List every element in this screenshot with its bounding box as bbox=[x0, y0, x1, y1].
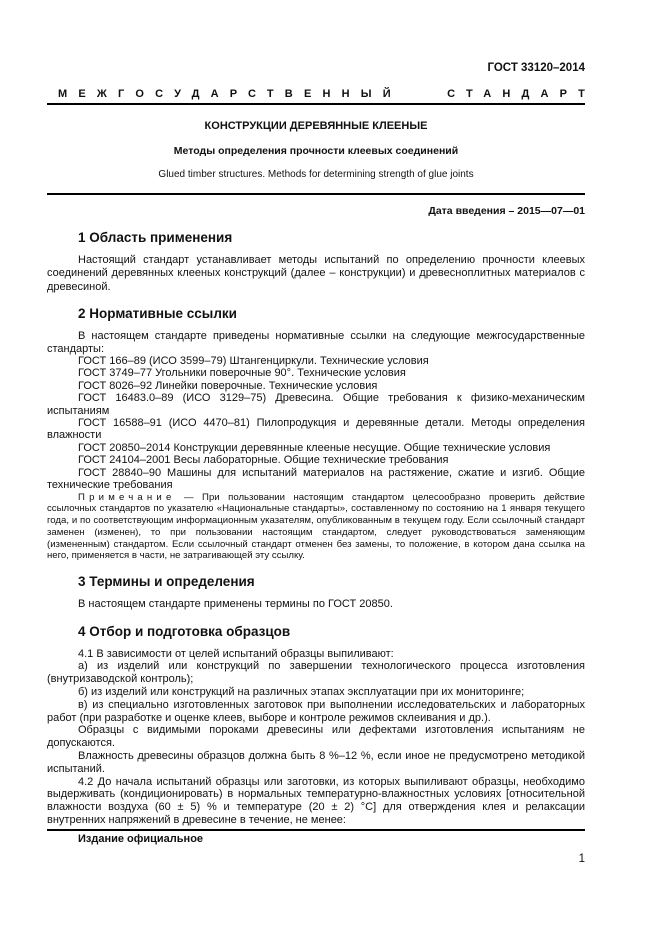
reference-item: ГОСТ 24104–2001 Весы лабораторные. Общие технические требования bbox=[78, 454, 449, 467]
paragraph: В настоящем стандарте применены термины по ГОСТ 20850. bbox=[78, 598, 393, 611]
section-4-heading: 4 Отбор и подготовка образцов bbox=[78, 623, 291, 639]
english-title: Glued timber structures. Methods for determining strength of glue joints bbox=[158, 169, 474, 180]
section-4-body bbox=[47, 648, 585, 827]
reference-item: ГОСТ 8026–92 Линейки поверочные. Технические условия bbox=[78, 379, 378, 392]
list-item: б) из изделий или конструкций на различных этапах эксплуатации при их мониторинге; bbox=[78, 686, 525, 699]
paragraph: Влажность древесины образцов должна быть 8 %–12 %, если иное не предусмотрено методикой испытаний. bbox=[47, 750, 585, 775]
section-2-body bbox=[47, 330, 585, 562]
section-3-body bbox=[47, 598, 585, 611]
document-title: КОНСТРУКЦИИ ДЕРЕВЯННЫЕ КЛЕЕНЫЕ bbox=[204, 120, 428, 132]
banner-word-interstate: МЕЖГОСУДАРСТВЕННЫЙ bbox=[58, 88, 402, 100]
paragraph: 4.2 До начала испытаний образцы или заготовки, из которых выпиливают образцы, необходимо выдерживать (кондиционировать) в нормальных температурно-влажностных условиях [относительной влажности воздуха (60 ± 5) % и температуре (20 ± 2) °С] для отверждения клея и релаксации внутренних напряжений в древесине в течение, не менее: bbox=[47, 775, 585, 827]
document-code: ГОСТ 33120–2014 bbox=[487, 62, 585, 74]
standard-banner bbox=[58, 87, 596, 101]
note-label: Примечание bbox=[78, 491, 176, 503]
section-1-body bbox=[47, 254, 585, 294]
top-rule bbox=[47, 103, 585, 105]
note-text: — При пользовании настоящим стандартом целесообразно проверить действие ссылочных стандартов по указателю «Национальные стандарты», составленному по состоянию на 1 января текущего года, и по соответствующим информационным указателям, опубликованным в текущем году. Если ссылочный стандарт заменен (изменен), то при пользовании настоящим стандартом, следует руководствоваться заменяющим (измененным) стандартом. Если ссылочный стандарт отменен без замены, то положение, в котором дана ссылка на него, применяется в части, не затрагивающей эту ссылку. bbox=[47, 491, 585, 562]
reference-item: ГОСТ 16483.0–89 (ИСО 3129–75) Древесина. Общие требования к физико-механическим испытаниям bbox=[47, 392, 585, 417]
list-item: а) из изделий или конструкций по завершении технологического процесса изготовления (внутризаводской контроль); bbox=[47, 660, 585, 686]
title-rule bbox=[47, 193, 585, 195]
document-subtitle: Методы определения прочности клеевых соединений bbox=[173, 145, 459, 157]
reference-item: ГОСТ 20850–2014 Конструкции деревянные клееные несущие. Общие технические условия bbox=[78, 441, 551, 454]
reference-item: ГОСТ 3749–77 Угольники поверочные 90°. Технические условия bbox=[78, 367, 406, 380]
section-1-heading: 1 Область применения bbox=[78, 230, 233, 245]
effective-date: Дата введения – 2015—07—01 bbox=[428, 205, 585, 217]
reference-item: ГОСТ 28840–90 Машины для испытаний материалов на растяжение, сжатие и изгиб. Общие технические требования bbox=[47, 466, 585, 492]
section-2-heading: 2 Нормативные ссылки bbox=[78, 306, 237, 322]
official-edition-label: Издание официальное bbox=[78, 832, 204, 845]
paragraph: 4.1 В зависимости от целей испытаний образцы выпиливают: bbox=[78, 647, 394, 660]
banner-word-standard: СТАНДАРТ bbox=[447, 88, 596, 100]
paragraph: Образцы с видимыми пороками древесины или дефектами изготовления испытаниям не допускаются. bbox=[47, 724, 585, 750]
paragraph: Настоящий стандарт устанавливает методы испытаний по определению прочности клеевых соединений деревянных клееных конструкций (далее – конструкции) и древесноплитных материалов с древесиной. bbox=[47, 254, 585, 293]
paragraph: В настоящем стандарте приведены нормативные ссылки на следующие межгосударственные стандарты: bbox=[47, 330, 585, 355]
reference-item: ГОСТ 16588–91 (ИСО 4470–81) Пилопродукция и деревянные детали. Методы определения влажности bbox=[47, 417, 585, 442]
section-3-heading: 3 Термины и определения bbox=[78, 574, 255, 590]
page-number: 1 bbox=[578, 852, 585, 865]
note bbox=[47, 492, 585, 563]
list-item: в) из специально изготовленных заготовок при выполнении исследовательских и лабораторных работ (при разработке и оценке клеев, выборе и контроле режимов склеивания и др.). bbox=[47, 698, 585, 724]
reference-item: ГОСТ 166–89 (ИСО 3599–79) Штангенциркули. Технические условия bbox=[78, 355, 429, 368]
footer-rule bbox=[47, 829, 585, 831]
